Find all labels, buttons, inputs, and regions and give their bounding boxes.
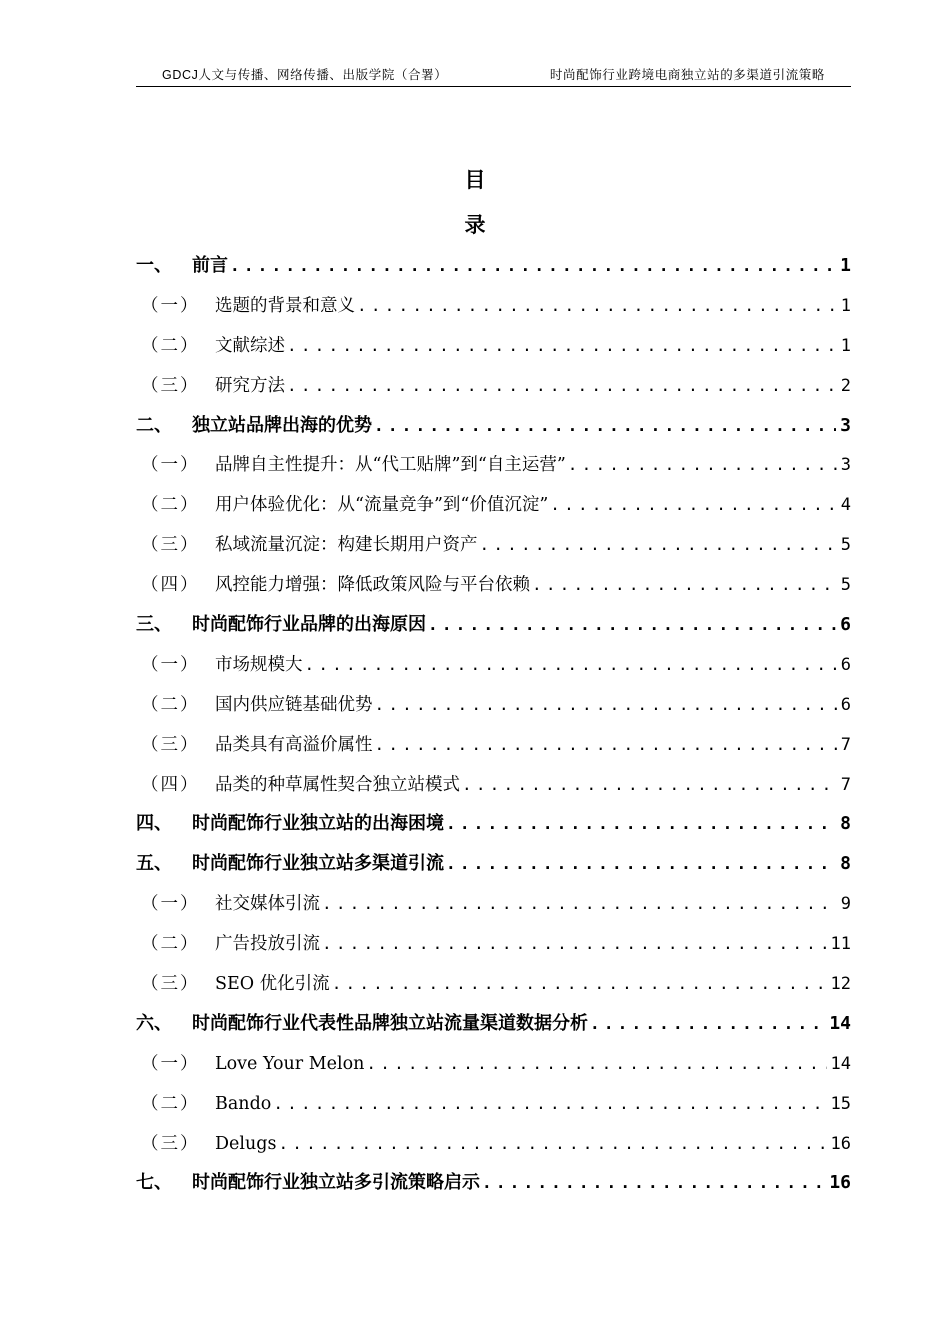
page-header xyxy=(136,64,851,87)
toc-chapter-entry[interactable] xyxy=(136,246,851,286)
toc-dot-leader xyxy=(374,406,836,446)
toc-page-number: 1 xyxy=(840,295,851,316)
toc-page-number: 5 xyxy=(840,575,851,596)
toc-page-number: 1 xyxy=(840,335,851,356)
toc-chapter-entry[interactable] xyxy=(136,605,851,645)
toc-dot-leader xyxy=(590,1004,825,1044)
toc-dot-leader xyxy=(332,964,827,1004)
toc-entry-title: 时尚配饰行业独立站多渠道引流 xyxy=(192,853,444,875)
toc-entry-number: （三） xyxy=(141,734,200,755)
toc-entry-number: （一） xyxy=(141,1053,200,1074)
toc-page-number: 7 xyxy=(840,734,851,755)
toc-entry-title: Bando xyxy=(215,1093,272,1114)
toc-entry-number: （三） xyxy=(141,1133,200,1154)
toc-page-number: 16 xyxy=(830,1133,851,1154)
toc-page-number: 16 xyxy=(829,1172,851,1194)
toc-dot-leader xyxy=(287,326,837,366)
toc-title-line2: 录 xyxy=(464,213,486,237)
toc-entry-number: （二） xyxy=(141,694,200,715)
toc-dot-leader xyxy=(322,884,837,924)
toc-section-entry[interactable] xyxy=(136,725,851,765)
toc-entry-title: SEO 优化引流 xyxy=(215,974,330,995)
toc-dot-leader xyxy=(480,525,837,565)
toc-entry-title: 用户体验优化：从“流量竞争”到“价值沉淀” xyxy=(215,495,549,516)
toc-entry-title: 品类的种草属性契合独立站模式 xyxy=(215,774,460,795)
toc-entry-title: 社交媒体引流 xyxy=(215,894,320,915)
toc-page-number: 11 xyxy=(830,934,851,955)
toc-entry-title: 时尚配饰行业独立站的出海困境 xyxy=(192,813,444,835)
toc-dot-leader xyxy=(287,366,837,406)
toc-section-entry[interactable] xyxy=(136,645,851,685)
toc-page-number: 6 xyxy=(840,614,851,636)
toc-section-entry[interactable] xyxy=(136,485,851,525)
toc-entry-title: 研究方法 xyxy=(215,375,285,396)
toc-page-number: 4 xyxy=(840,495,851,516)
toc-entry-number: （一） xyxy=(141,455,200,476)
toc-entry-title: 私域流量沉淀：构建长期用户资产 xyxy=(215,535,478,556)
toc-entry-number: （二） xyxy=(141,934,200,955)
toc-page-number: 12 xyxy=(830,974,851,995)
header-right-text: 时尚配饰行业跨境电商独立站的多渠道引流策略 xyxy=(549,68,825,82)
toc-entry-title: 市场规模大 xyxy=(215,654,303,675)
toc-page-number: 2 xyxy=(840,375,851,396)
toc-dot-leader xyxy=(446,804,836,844)
toc-dot-leader xyxy=(366,1044,826,1084)
toc-dot-leader xyxy=(273,1084,826,1124)
toc-page-number: 8 xyxy=(840,853,851,875)
toc-page-number: 5 xyxy=(840,535,851,556)
toc-entry-title: 品类具有高溢价属性 xyxy=(215,734,373,755)
toc-entry-number: 二、 xyxy=(136,414,172,436)
toc-chapter-entry[interactable] xyxy=(136,1004,851,1044)
toc-entry-title: 国内供应链基础优势 xyxy=(215,694,373,715)
toc-entry-title: 广告投放引流 xyxy=(215,934,320,955)
toc-page-number: 6 xyxy=(840,654,851,675)
toc-entry-number: （二） xyxy=(141,495,200,516)
toc-page-number: 1 xyxy=(840,255,851,276)
toc-entry-number: （四） xyxy=(141,774,200,795)
toc-entry-title: 风控能力增强：降低政策风险与平台依赖 xyxy=(215,575,530,596)
toc-dot-leader xyxy=(446,844,836,884)
toc-page-number: 15 xyxy=(830,1093,851,1114)
toc-entry-title: 选题的背景和意义 xyxy=(215,295,355,316)
toc-dot-leader xyxy=(305,645,837,685)
toc-section-entry[interactable] xyxy=(136,1084,851,1124)
toc-entry-number: 四、 xyxy=(136,813,172,835)
toc-entry-title: 独立站品牌出海的优势 xyxy=(192,414,372,436)
toc-entry-number: （三） xyxy=(141,375,200,396)
toc-page-number: 7 xyxy=(840,774,851,795)
toc-chapter-entry[interactable] xyxy=(136,1163,851,1203)
header-left-text: GDCJ人文与传播、网络传播、出版学院（合署） xyxy=(162,68,448,82)
toc-title-line1: 目 xyxy=(464,168,486,192)
toc-entry-title: 时尚配饰行业代表性品牌独立站流量渠道数据分析 xyxy=(192,1012,588,1034)
toc-entry-number: （四） xyxy=(141,575,200,596)
toc-section-entry[interactable] xyxy=(136,884,851,924)
toc-dot-leader xyxy=(322,924,827,964)
toc-entry-number: （二） xyxy=(141,1093,200,1114)
toc-page-number: 14 xyxy=(830,1053,851,1074)
toc-entry-number: （三） xyxy=(141,974,200,995)
toc-page-number: 3 xyxy=(840,414,851,436)
toc-entry-title: 文献综述 xyxy=(215,335,285,356)
toc-page-number: 9 xyxy=(840,894,851,915)
toc-section-entry[interactable] xyxy=(136,1124,851,1164)
toc-entry-number: （二） xyxy=(141,335,200,356)
toc-entry-number: 七、 xyxy=(136,1172,172,1194)
toc-dot-leader xyxy=(482,1163,825,1203)
toc-entry-title: 时尚配饰行业品牌的出海原因 xyxy=(192,614,426,636)
toc-entry-number: 六、 xyxy=(136,1012,172,1034)
toc-section-entry[interactable] xyxy=(136,765,851,805)
toc-entry-title: Delugs xyxy=(215,1133,277,1154)
toc-entry-number: （一） xyxy=(141,894,200,915)
toc-entry-number: 五、 xyxy=(136,853,172,875)
toc-entry-title: 时尚配饰行业独立站多引流策略启示 xyxy=(192,1172,480,1194)
toc-dot-leader xyxy=(462,765,837,805)
toc-page-number: 6 xyxy=(840,694,851,715)
toc-dot-leader xyxy=(428,605,836,645)
toc-dot-leader xyxy=(375,725,837,765)
toc-dot-leader xyxy=(278,1124,826,1164)
toc-entry-number: （一） xyxy=(141,654,200,675)
toc-chapter-entry[interactable] xyxy=(136,804,851,844)
toc-section-entry[interactable] xyxy=(136,565,851,605)
toc-dot-leader xyxy=(230,246,836,286)
table-of-contents xyxy=(136,246,851,1203)
toc-chapter-entry[interactable] xyxy=(136,844,851,884)
toc-dot-leader xyxy=(357,286,837,326)
toc-section-entry[interactable] xyxy=(136,445,851,485)
toc-page-number: 8 xyxy=(840,813,851,835)
toc-dot-leader xyxy=(375,685,837,725)
toc-section-entry[interactable] xyxy=(136,924,851,964)
toc-section-entry[interactable] xyxy=(136,286,851,326)
toc-dot-leader xyxy=(568,445,837,485)
toc-entry-number: 三、 xyxy=(136,614,172,636)
toc-entry-number: （一） xyxy=(141,295,200,316)
toc-section-entry[interactable] xyxy=(136,685,851,725)
toc-chapter-entry[interactable] xyxy=(136,406,851,446)
toc-section-entry[interactable] xyxy=(136,525,851,565)
toc-dot-leader xyxy=(550,485,836,525)
toc-entry-number: （三） xyxy=(141,535,200,556)
toc-dot-leader xyxy=(532,565,837,605)
toc-section-entry[interactable] xyxy=(136,964,851,1004)
toc-page-number: 14 xyxy=(829,1012,851,1034)
toc-entry-title: Love Your Melon xyxy=(215,1053,365,1074)
toc-section-entry[interactable] xyxy=(136,326,851,366)
toc-entry-title: 品牌自主性提升：从“代工贴牌”到“自主运营” xyxy=(215,455,566,476)
toc-entry-number: 一、 xyxy=(136,255,172,276)
toc-section-entry[interactable] xyxy=(136,366,851,406)
toc-entry-title: 前言 xyxy=(192,255,228,276)
toc-section-entry[interactable] xyxy=(136,1044,851,1084)
toc-page-number: 3 xyxy=(840,455,851,476)
